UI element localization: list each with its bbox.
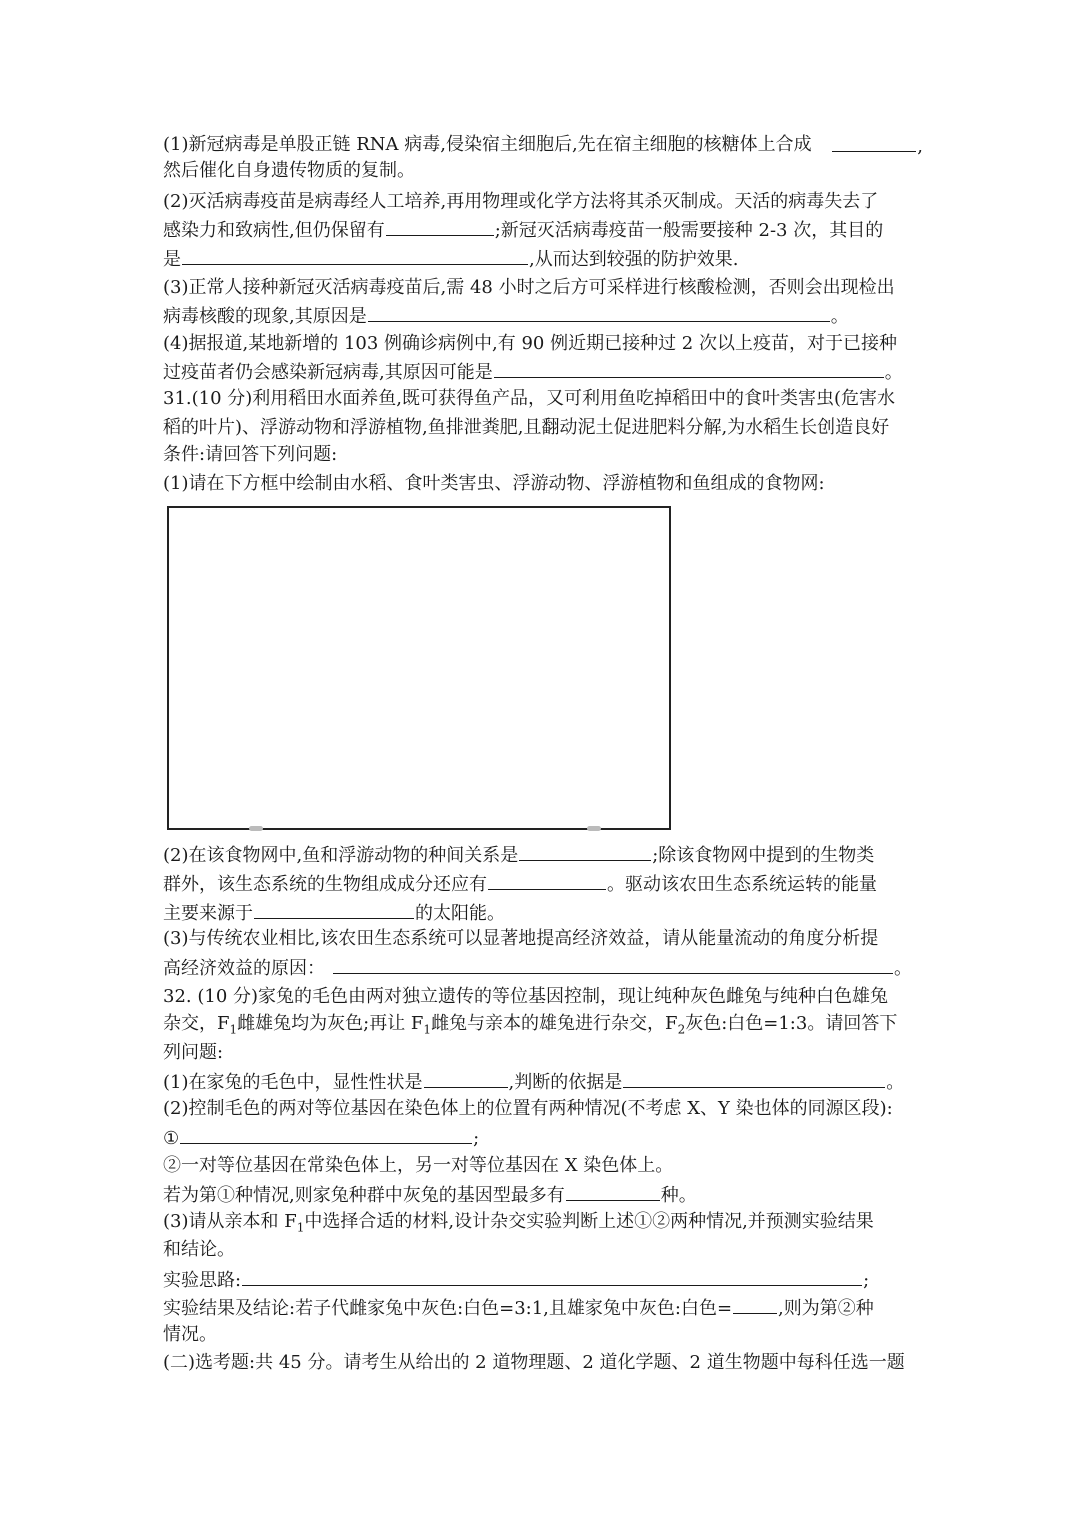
q32-p3-line3: 实验思路: ; [163, 1267, 923, 1293]
q31-p3-line1: (3)与传统农业相比,该农田生态系统可以显著地提高经济效益，请从能量流动的角度分析提 [163, 928, 879, 949]
answer-blank[interactable] [386, 217, 494, 236]
q32-intro-line3: 列问题: [163, 1042, 224, 1063]
q32-p1: (1)在家兔的毛色中，显性性状是 ,判断的依据是 。 [163, 1069, 923, 1095]
q31-p1: (1)请在下方框中绘制由水稻、食叶类害虫、浮游动物、浮游植物和鱼组成的食物网: [163, 473, 825, 494]
q30-p2-line3: 是 ,从而达到较强的防护效果. [163, 246, 923, 272]
text: (1)新冠病毒是单股正链 RNA 病毒,侵染宿主细胞后,先在宿主细胞的核糖体上合成 [163, 134, 812, 155]
q32-p3-line2: 和结论。 [163, 1239, 235, 1260]
q31-p3-line2: 高经济效益的原因： 。 [163, 955, 923, 981]
q32-intro-line2: 杂交，$F_1$雌雄兔均为灰色;再让 $F_1$雌兔与亲本的雄兔进行杂交，$F_2$灰色:白色=1:3。请回答下 [163, 1013, 898, 1037]
q32-p2-line3: ②一对等位基因在常染色体上，另一对等位基因在 X 染色体上。 [163, 1155, 674, 1176]
answer-blank[interactable] [488, 871, 606, 890]
q32-p2-line4: 若为第①种情况,则家兔种群中灰兔的基因型最多有 种。 [163, 1182, 923, 1208]
q32-intro-line1: 32. (10 分)家兔的毛色由两对独立遗传的等位基因控制，现让纯种灰色雌兔与纯种白色雄兔 [163, 986, 889, 1007]
answer-blank[interactable] [242, 1267, 862, 1286]
q30-p2-line1: (2)灭活病毒疫苗是病毒经人工培养,再用物理或化学方法将其杀灭制成。天活的病毒失去了 [163, 191, 879, 212]
answer-blank[interactable] [180, 1125, 472, 1144]
q31-p2-line1: (2)在该食物网中,鱼和浮游动物的种间关系是 ;除该食物网中提到的生物类 [163, 842, 923, 868]
answer-blank[interactable] [424, 1069, 508, 1088]
answer-blank[interactable] [494, 359, 884, 378]
q30-p1-line2: 然后催化自身遗传物质的复制。 [163, 160, 415, 181]
q30-p2-line2: 感染力和致病性,但仍保留有 ;新冠灭活病毒疫苗一般需要接种 2-3 次，其目的 [163, 217, 923, 243]
q32-p3-line4: 实验结果及结论:若子代雌家兔中灰色:白色=3:1,且雄家兔中灰色:白色= ,则为第②种 [163, 1295, 923, 1321]
answer-blank[interactable] [733, 1295, 777, 1314]
q30-p3-line2: 病毒核酸的现象,其原因是 。 [163, 303, 923, 329]
answer-blank[interactable] [368, 303, 830, 322]
q32-p2-line1: (2)控制毛色的两对等位基因在染色体上的位置有两种情况(不考虑 X、Y 染也体的同源区段): [163, 1098, 893, 1119]
answer-blank[interactable] [832, 133, 916, 152]
q31-p2-line2: 群外，该生态系统的生物组成成分还应有 。驱动该农田生态系统运转的能量 [163, 871, 923, 897]
answer-blank[interactable] [623, 1069, 885, 1088]
part2-heading: (二)选考题:共 45 分。请考生从给出的 2 道物理题、2 道化学题、2 道生物题中每科任选一题 [163, 1352, 905, 1373]
q31-intro-line2: 稻的叶片)、浮游动物和浮游植物,鱼排泄粪肥,且翻动泥土促进肥料分解,为水稻生长创造良好 [163, 417, 890, 438]
q30-p4-line1: (4)据报道,某地新增的 103 例确诊病例中,有 90 例近期已接种过 2 次以上疫苗，对于已接种 [163, 333, 897, 354]
answer-blank[interactable] [182, 246, 528, 265]
q32-p2-line2: ① ; [163, 1125, 923, 1151]
box-clip-mark [249, 826, 263, 831]
answer-blank[interactable] [254, 900, 414, 919]
q31-intro-line1: 31.(10 分)利用稻田水面养鱼,既可获得鱼产品，又可利用鱼吃掉稻田中的食叶类害虫(危害水 [163, 388, 896, 409]
q31-intro-line3: 条件:请回答下列问题: [163, 444, 338, 465]
q31-p2-line3: 主要来源于 的太阳能。 [163, 900, 923, 926]
answer-blank[interactable] [333, 955, 893, 974]
q30-p4-line2: 过疫苗者仍会感染新冠病毒,其原因可能是 。 [163, 359, 923, 385]
q30-p1-line1: (1)新冠病毒是单股正链 RNA 病毒,侵染宿主细胞后,先在宿主细胞的核糖体上合成 , [163, 134, 923, 157]
answer-blank[interactable] [519, 842, 651, 861]
box-clip-mark [587, 826, 601, 831]
q30-p3-line1: (3)正常人接种新冠灭活病毒疫苗后,需 48 小时之后方可采样进行核酸检测，否则会出现检出 [163, 277, 895, 298]
q32-p3-line5: 情况。 [163, 1324, 217, 1345]
q32-p3-line1: (3)请从亲本和 $F_1$中选择合适的材料,设计杂交实验判断上述①②两种情况,并预测实验结果 [163, 1211, 874, 1235]
food-web-drawing-box[interactable] [167, 506, 671, 830]
answer-blank[interactable] [566, 1182, 660, 1201]
